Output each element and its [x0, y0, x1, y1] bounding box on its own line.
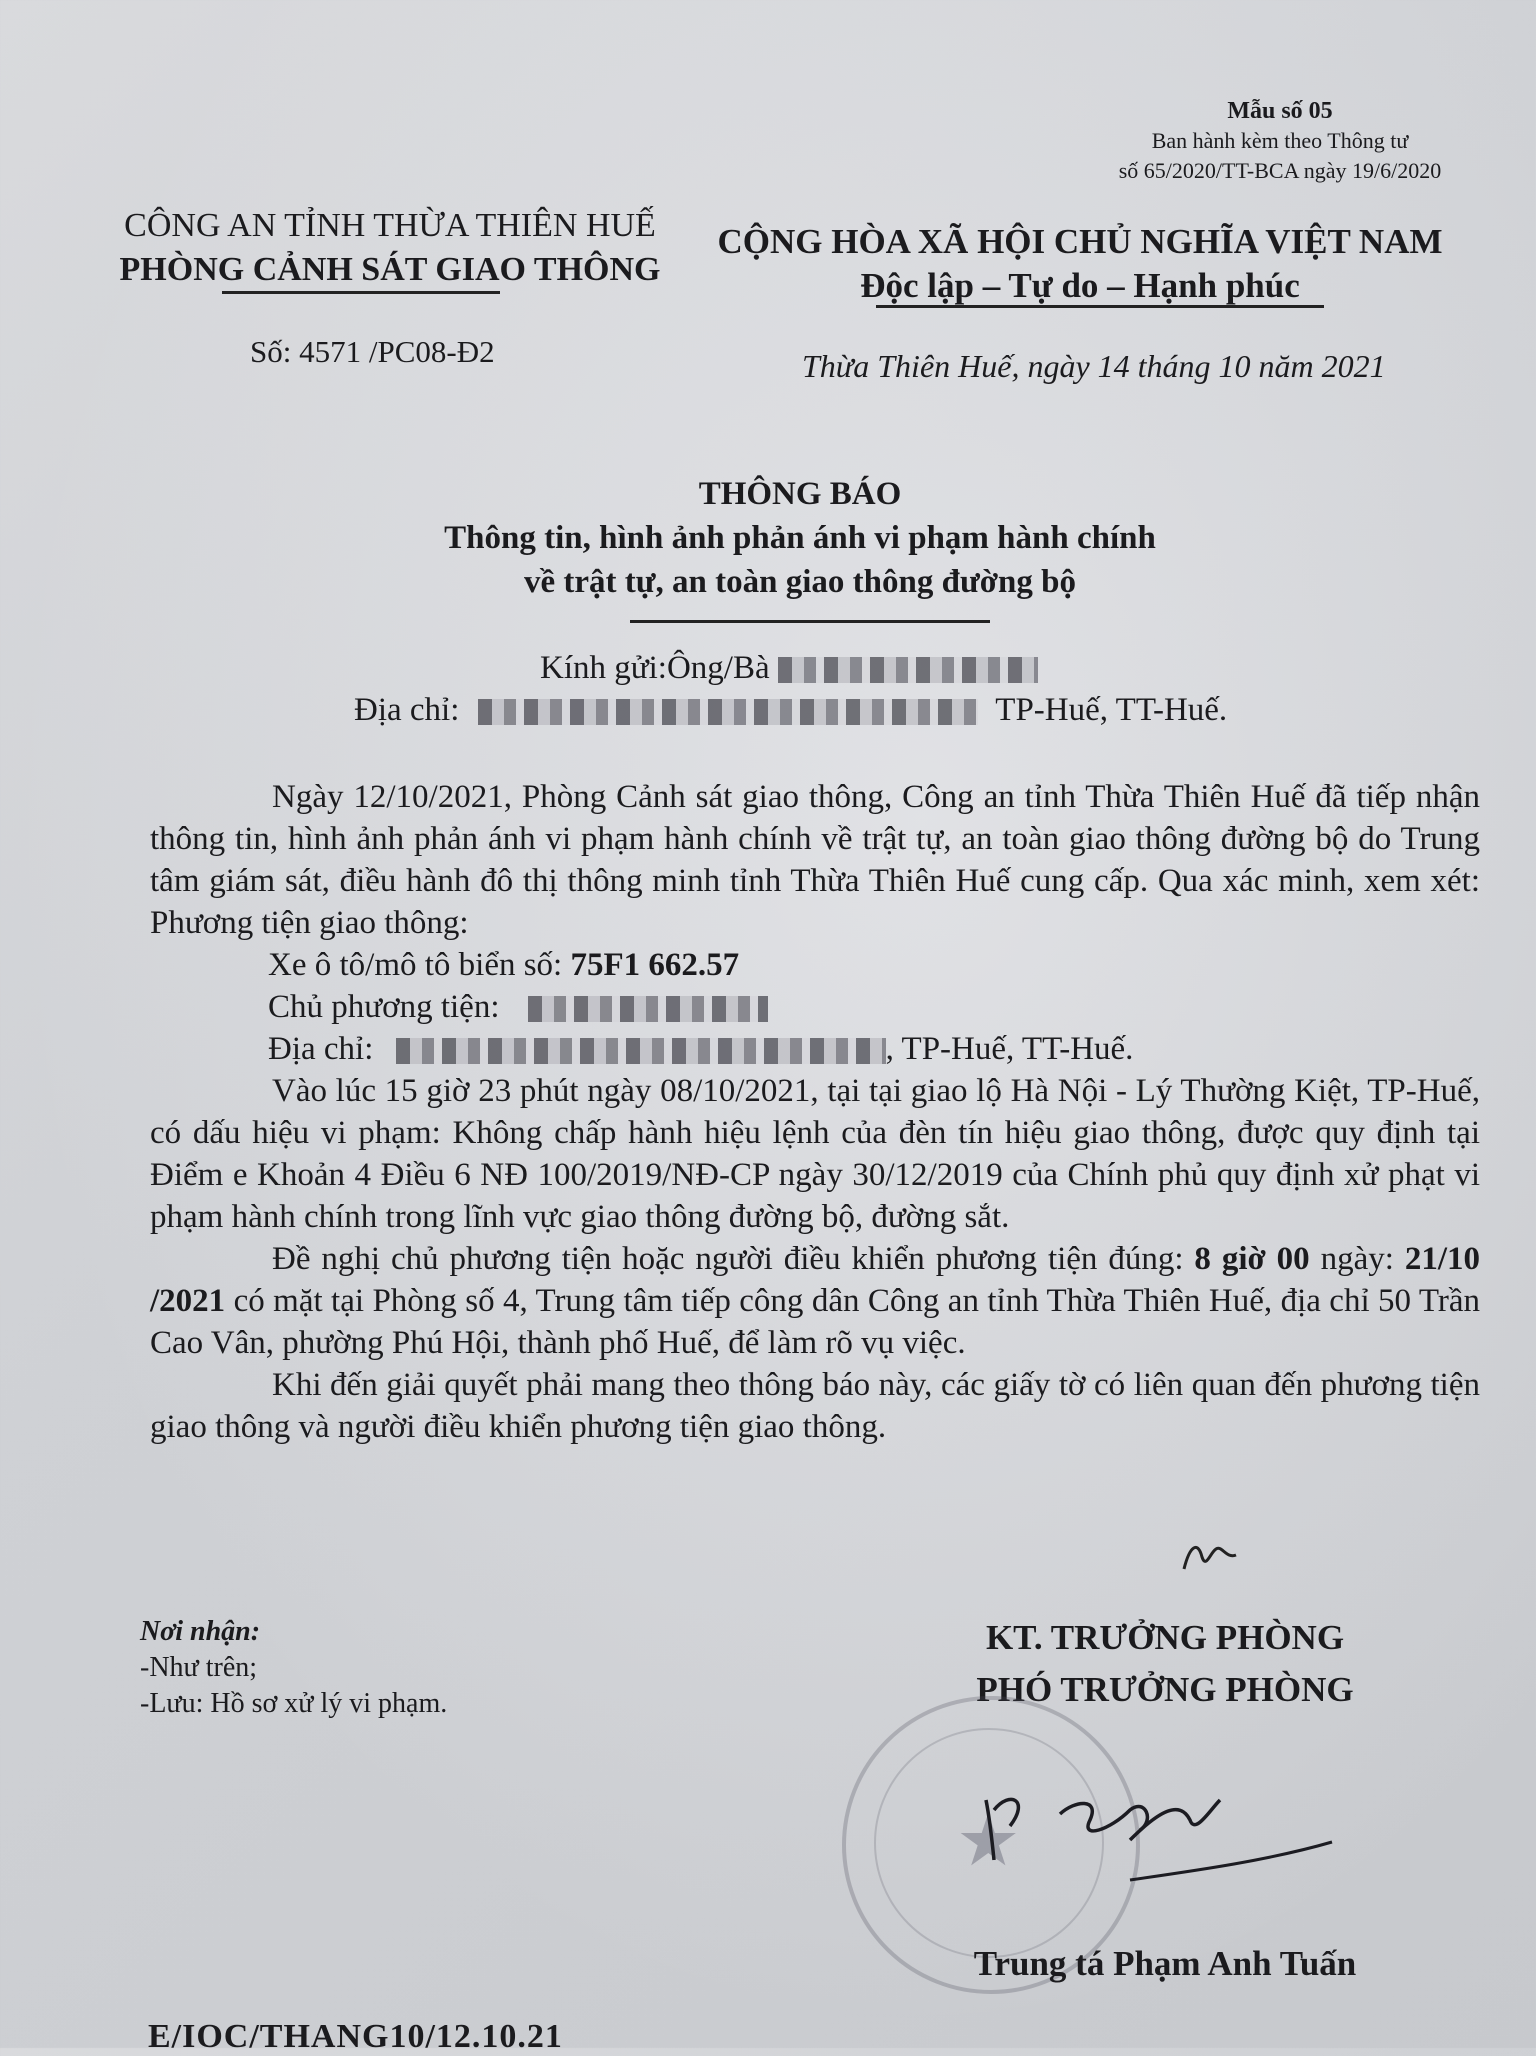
redacted-owner-address	[396, 1038, 886, 1064]
summons-text-b: ngày:	[1309, 1241, 1405, 1277]
signature-title-1: KT. TRƯỞNG PHÒNG	[985, 1618, 1345, 1657]
owner-address-label: Địa chỉ:	[268, 1031, 374, 1067]
owner-line	[150, 986, 1480, 1028]
form-reference	[1090, 96, 1470, 186]
plate-label: Xe ô tô/mô tô biển số:	[268, 947, 563, 983]
owner-address-suffix: , TP-Huế, TT-Huế.	[885, 1031, 1134, 1067]
paragraph-summons	[150, 1238, 1480, 1364]
recipient-address-label: Địa chỉ:	[354, 692, 460, 728]
paragraph-documents: Khi đến giải quyết phải mang theo thông báo này, các giấy tờ có liên quan đến phương tiện giao thông và người điều khiển phương tiện giao thông.	[150, 1367, 1480, 1445]
paragraph-violation: Vào lúc 15 giờ 23 phút ngày 08/10/2021, tại tại giao lộ Hà Nội - Lý Thường Kiệt, TP-Huế, có dấu hiệu vi phạm: Không chấp hành hiệu lệnh của đèn tín hiệu giao thông, được quy định tại Điểm e Khoản 4 Điều 6 NĐ 100/2019/NĐ-CP ngày 30/12/2019 của Chính phủ quy định xử phạt vi phạm hành chính trong lĩnh vực giao thông đường bộ, đường sắt.	[150, 1073, 1480, 1235]
signature-title-2: PHÓ TRƯỞNG PHÒNG	[976, 1670, 1354, 1709]
title-underline	[630, 620, 990, 623]
form-issued-by: Ban hành kèm theo Thông tư	[1151, 128, 1409, 153]
document-date: Thừa Thiên Huế, ngày 14 tháng 10 năm 2021	[802, 348, 1386, 384]
redacted-owner	[528, 996, 768, 1022]
document-number: Số: 4571 /PC08-Đ2	[250, 334, 495, 369]
summons-text-c: có mặt tại Phòng số 4, Trung tâm tiếp công dân Công an tỉnh Thừa Thiên Huế, địa chỉ 50 Trần Cao Vân, phường Phú Hội, thành phố Huế, để làm rõ vụ việc.	[150, 1283, 1480, 1361]
recipients-item-1: -Như trên;	[140, 1652, 258, 1683]
recipients-block	[140, 1614, 447, 1722]
document-subtitle-2: về trật tự, an toàn giao thông đường bộ	[523, 564, 1076, 600]
plate-number: 75F1 662.57	[570, 947, 740, 983]
signer-name: Trung tá Phạm Anh Tuấn	[973, 1944, 1357, 1983]
recipients-heading: Nơi nhận:	[140, 1616, 261, 1647]
summons-text-a: Đề nghị chủ phương tiện hoặc người điều khiển phương tiện đúng:	[272, 1241, 1195, 1277]
redacted-name	[778, 657, 1038, 683]
summons-time: 8 giờ 00	[1194, 1241, 1310, 1277]
redacted-address	[478, 699, 978, 725]
plate-line	[150, 944, 1480, 986]
motto-underline	[876, 305, 1324, 308]
recipients-item-2: -Lưu: Hồ sơ xử lý vi phạm.	[140, 1688, 448, 1719]
agency-header	[100, 204, 680, 292]
recipient-address-suffix: TP-Huế, TT-Huế.	[995, 692, 1228, 728]
department-name: PHÒNG CẢNH SÁT GIAO THÔNG	[119, 251, 661, 288]
form-circular: số 65/2020/TT-BCA ngày 19/6/2020	[1118, 158, 1442, 183]
nation-name: CỘNG HÒA XÃ HỘI CHỦ NGHĨA VIỆT NAM	[717, 222, 1443, 261]
recipient-address-line	[354, 692, 1227, 729]
recipient-label: Kính gửi:Ông/Bà	[540, 650, 770, 686]
footer-code: E/IOC/THANG10/12.10.21	[148, 2018, 563, 2055]
recipient-line	[540, 650, 1038, 687]
paragraph-received: Ngày 12/10/2021, Phòng Cảnh sát giao thông, Công an tỉnh Thừa Thiên Huế đã tiếp nhận thông tin, hình ảnh phản ánh vi phạm hành chính về trật tự, an toàn giao thông đường bộ do Trung tâm giám sát, điều hành đô thị thông minh tỉnh Thừa Thiên Huế cung cấp. Qua xác minh, xem xét: Phương tiện giao thông:	[150, 779, 1480, 941]
national-header	[700, 220, 1460, 308]
notice-body	[150, 776, 1480, 1448]
agency-underline	[222, 291, 500, 294]
handwritten-signature	[980, 1770, 1340, 1890]
summons-date: 21/10 /2021	[150, 1241, 1480, 1319]
document-title: THÔNG BÁO	[698, 476, 902, 512]
owner-label: Chủ phương tiện:	[268, 989, 500, 1025]
initials-mark	[1180, 1535, 1240, 1579]
agency-name: CÔNG AN TỈNH THỪA THIÊN HUẾ	[124, 207, 656, 244]
nation-motto: Độc lập – Tự do – Hạnh phúc	[860, 266, 1300, 305]
document-subtitle-1: Thông tin, hình ảnh phản ánh vi phạm hành chính	[444, 520, 1156, 556]
owner-address-line	[150, 1028, 1480, 1070]
form-number: Mẫu số 05	[1227, 98, 1333, 124]
seal-star-icon: ★	[956, 1801, 1021, 1881]
